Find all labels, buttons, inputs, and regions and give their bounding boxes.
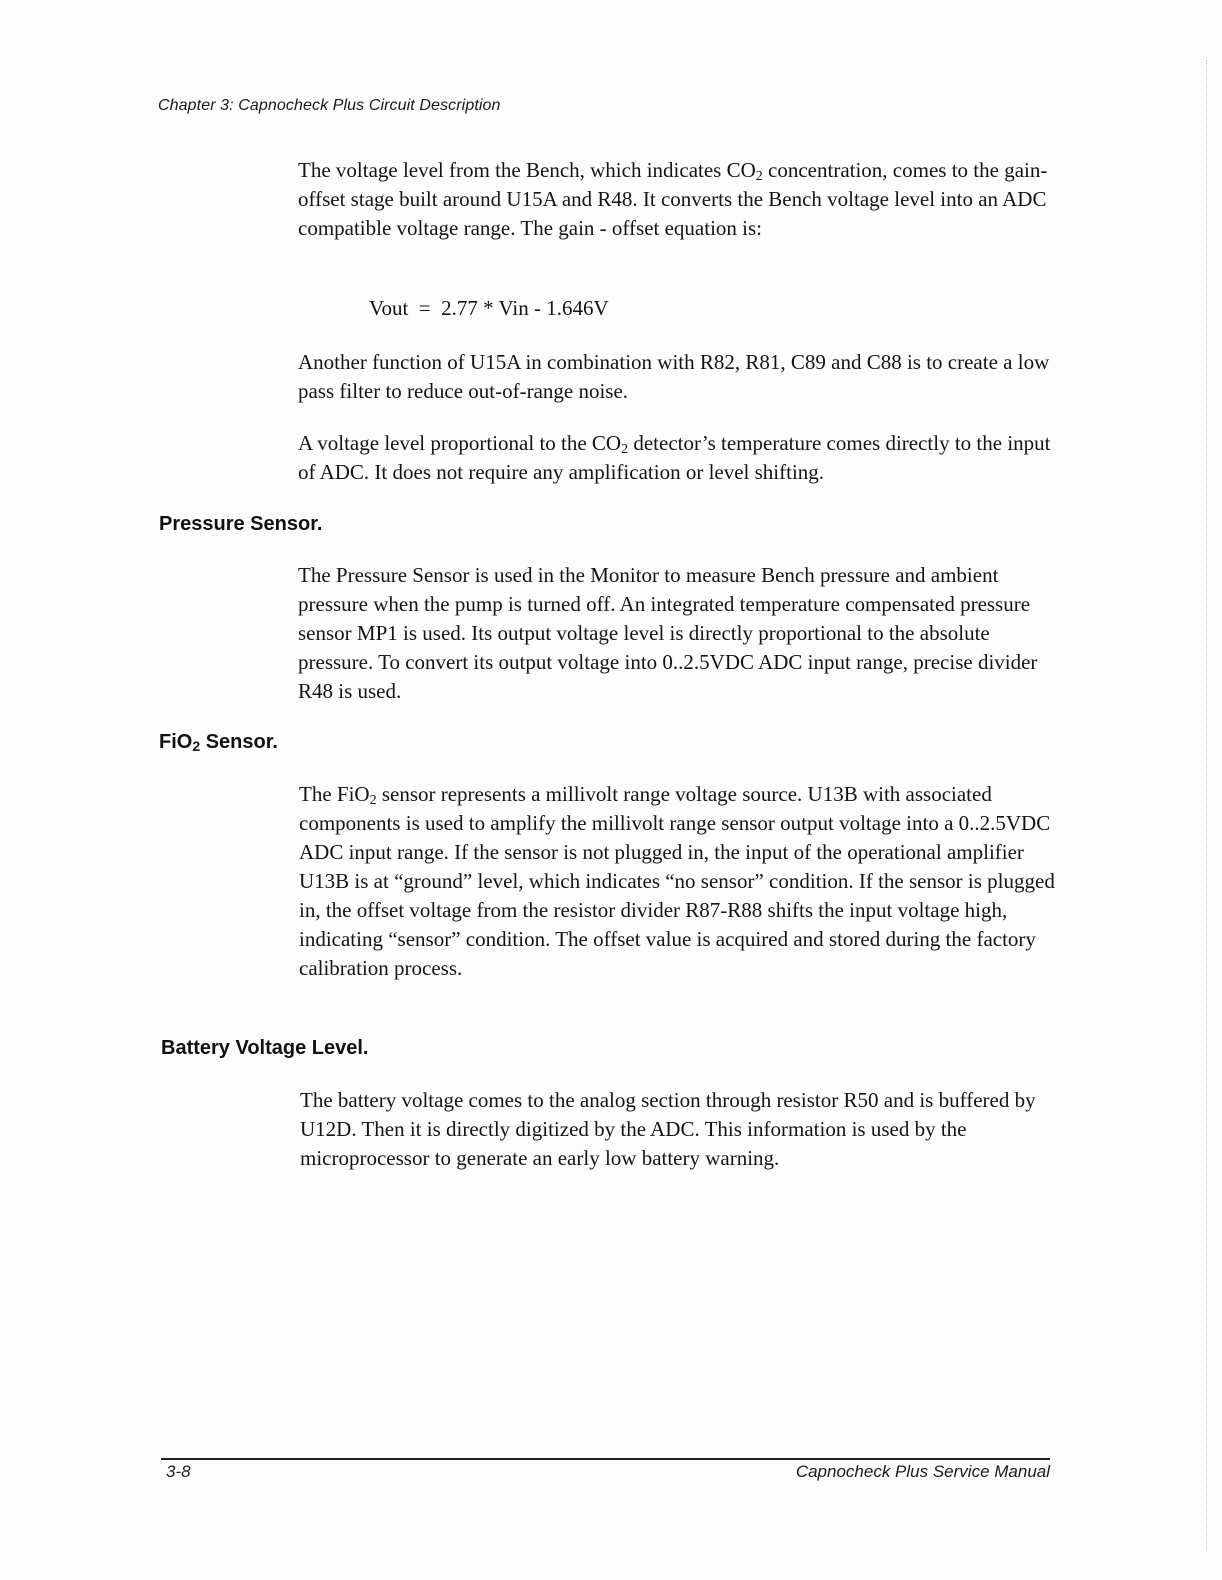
intro-text-part-1: The voltage level from the Bench, which indicates CO bbox=[298, 158, 756, 182]
battery-voltage-text: The battery voltage comes to the analog section through resistor R50 and is buffered by U12D. Then it is directly digitized by the ADC. This information is used by the microprocessor to generate an early low battery warning. bbox=[300, 1088, 1036, 1170]
intro-paragraph-1 bbox=[298, 156, 1058, 243]
low-pass-filter-text: Another function of U15A in combination with R82, R81, C89 and C88 is to create a low pass filter to reduce out-of-range noise. bbox=[298, 350, 1050, 403]
manual-title: Capnocheck Plus Service Manual bbox=[795, 1462, 1050, 1481]
fio2-heading-part-1: FiO bbox=[159, 731, 193, 753]
fio2-heading-part-2: Sensor. bbox=[200, 731, 278, 753]
fio2-body-subscript: 2 bbox=[369, 793, 377, 808]
fio2-text-part-1: The FiO bbox=[299, 782, 370, 806]
co2-subscript: 2 bbox=[755, 169, 763, 184]
fio2-text-part-2: sensor represents a millivolt range voltage source. U13B with associated components is used to amplify the millivolt range sensor output voltage into a 0..2.5VDC ADC input range. If the sensor is not plugged in, the input of the operational amplifier U13B is at “ground” level, which indicates “no sensor” condition. If the sensor is plugged in, the offset voltage from the resistor divider R87-R88 shifts the input voltage high, indicating “sensor” condition. The offset value is acquired and stored during the factory calibration process. bbox=[299, 782, 1055, 980]
fio2-sensor-paragraph bbox=[299, 780, 1059, 983]
intro-text-part-2: concentration, comes to the gain-offset stage built around U15A and R48. It converts the Bench voltage level into an ADC compatible voltage range. The gain - offset equation is: bbox=[298, 158, 1048, 240]
fio2-sensor-heading bbox=[159, 731, 278, 754]
footer-divider bbox=[161, 1458, 1050, 1460]
battery-voltage-heading: Battery Voltage Level. bbox=[161, 1037, 369, 1059]
pressure-sensor-paragraph bbox=[298, 561, 1058, 706]
running-header: Chapter 3: Capnocheck Plus Circuit Description bbox=[158, 97, 501, 114]
temperature-text-part-2: detector’s temperature comes directly to the input of ADC. It does not require any amplification or level shifting. bbox=[298, 431, 1051, 484]
pressure-sensor-text: The Pressure Sensor is used in the Monitor to measure Bench pressure and ambient pressure when the pump is turned off. An integrated temperature compensated pressure sensor MP1 is used. Its output voltage level is directly proportional to the absolute pressure. To convert its output voltage into 0..2.5VDC ADC input range, precise divider R48 is used. bbox=[298, 563, 1038, 703]
battery-voltage-paragraph bbox=[300, 1086, 1060, 1173]
intro-paragraph-2 bbox=[298, 348, 1058, 406]
page-number: 3-8 bbox=[166, 1462, 191, 1481]
fio2-heading-subscript: 2 bbox=[192, 738, 201, 754]
scan-edge-divider bbox=[1206, 60, 1208, 1550]
temperature-text-part-1: A voltage level proportional to the CO bbox=[298, 431, 622, 455]
co2-subscript: 2 bbox=[621, 442, 629, 457]
intro-paragraph-3 bbox=[298, 429, 1058, 487]
gain-offset-equation: Vout = 2.77 * Vin - 1.646V bbox=[369, 296, 609, 320]
pressure-sensor-heading: Pressure Sensor. bbox=[159, 513, 323, 535]
